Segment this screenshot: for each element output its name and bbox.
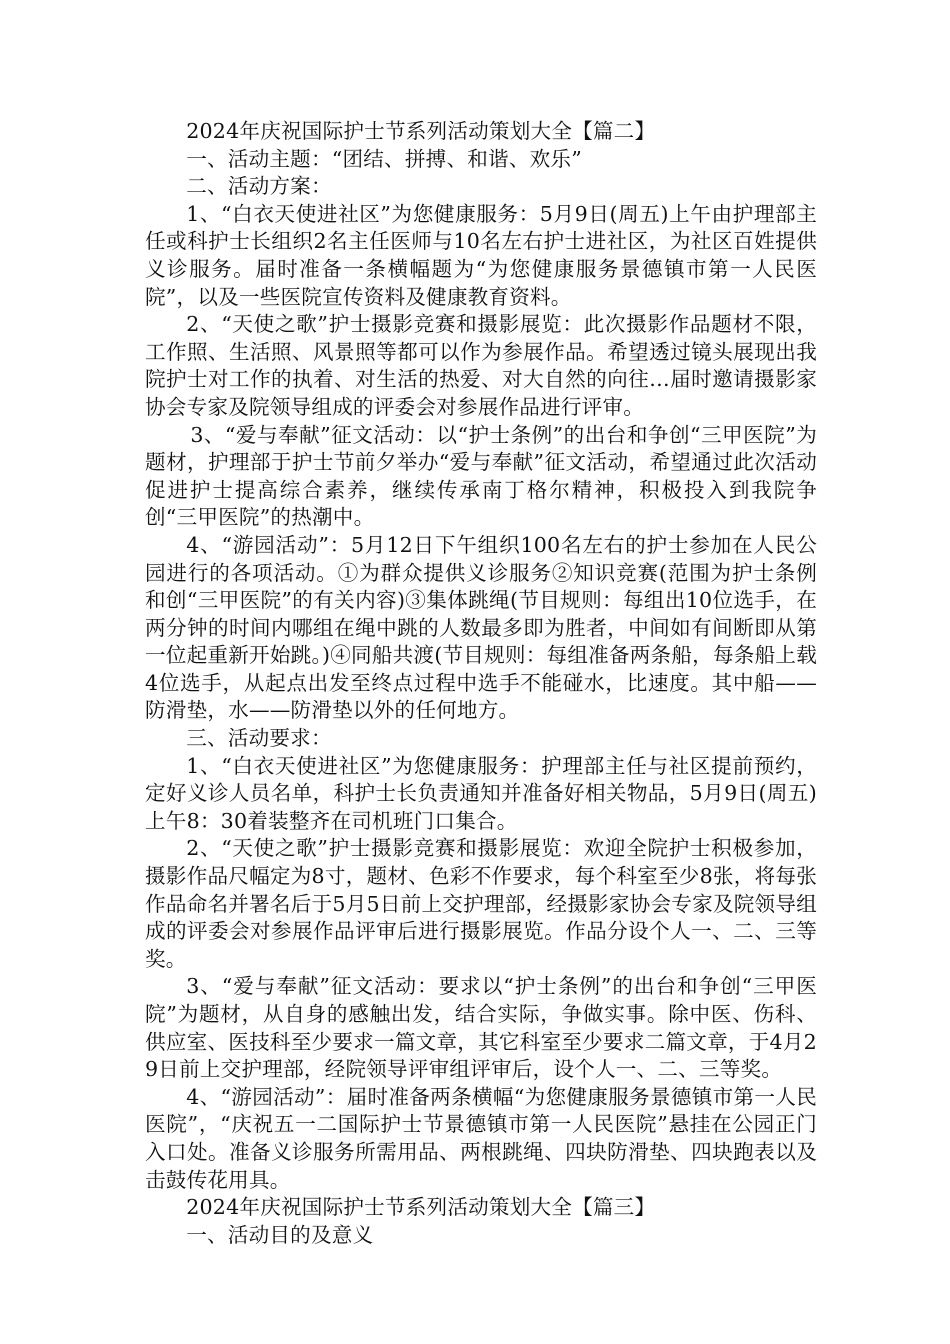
requirement-item-garden-party: 4、“游园活动”：届时准备两条横幅“为您健康服务景德镇市第一人民医院”，“庆祝五一二国际护士节景德镇市第一人民医院”悬挂在公园正门入口处。准备义诊服务所需用品、两根跳绳、四块防滑垫、四块跑表以及击鼓传花用具。 [145, 1084, 817, 1192]
requirement-item-essay-contest: 3、“爱与奉献”征文活动：要求以“护士条例”的出台和争创“三甲医院”为题材，从自身的感触出发，结合实际，争做实事。除中医、伤科、供应室、医技科至少要求一篇文章，其它科室至少要求二篇文章，于4月29日前上交护理部，经院领导评审组评审后，设个人一、二、三等奖。 [145, 974, 817, 1082]
requirement-item-photography-contest: 2、“天使之歌”护士摄影竞赛和摄影展览：欢迎全院护士积极参加，摄影作品尺幅定为8寸，题材、色彩不作要求，每个科室至少8张，将每张作品命名并署名后于5月5日前上交护理部，经摄影家协会专家及院领导组成的评委会对参展作品评审后进行摄影展览。作品分设个人一、二、三等奖。 [145, 836, 817, 971]
plan-item-garden-party: 4、“游园活动”：5月12日下午组织100名左右的护士参加在人民公园进行的各项活动。①为群众提供义诊服务②知识竞赛(范围为护士条例和创“三甲医院”的有关内容)③集体跳绳(节目规则：每组出10位选手，在两分钟的时间内哪组在绳中跳的人数最多即为胜者，中间如有间断即从第一位起重新开始跳。)④同船共渡(节目规则：每组准备两条船，每条船上载4位选手，从起点出发至终点过程中选手不能碰水，比速度。其中船——防滑垫，水——防滑垫以外的任何地方。 [145, 532, 817, 723]
plan-item-community-service: 1、“白衣天使进社区”为您健康服务：5月9日(周五)上午由护理部主任或科护士长组织2名主任医师与10名左右护士进社区，为社区百姓提供义诊服务。届时准备一条横幅题为“为您健康服务景德镇市第一人民医院”，以及一些医院宣传资料及健康教育资料。 [145, 201, 817, 309]
activity-theme-heading: 一、活动主题：“团结、拼搏、和谐、欢乐” [186, 146, 582, 171]
plan-item-essay-contest: 3、“爱与奉献”征文活动：以“护士条例”的出台和争创“三甲医院”为题材，护理部于护士节前夕举办“爱与奉献”征文活动，希望通过此次活动促进护士提高综合素养，继续传承南丁格尔精神，积极投入到我院争创“三甲医院”的热潮中。 [145, 422, 817, 530]
section-heading-part-two: 2024年庆祝国际护士节系列活动策划大全【篇二】 [186, 119, 656, 143]
plan-item-photography-contest: 2、“天使之歌”护士摄影竞赛和摄影展览：此次摄影作品题材不限，工作照、生活照、风景照等都可以作为参展作品。希望透过镜头展现出我院护士对工作的执着、对生活的热爱、对大自然的向往…届时邀请摄影家协会专家及院领导组成的评委会对参展作品进行评审。 [145, 312, 817, 419]
purpose-heading: 一、活动目的及意义 [186, 1222, 374, 1247]
section-heading-part-three: 2024年庆祝国际护士节系列活动策划大全【篇三】 [186, 1195, 656, 1220]
activity-requirements-heading: 三、活动要求： [186, 726, 332, 751]
activity-plan-heading: 二、活动方案： [186, 174, 332, 199]
requirement-item-community-service: 1、“白衣天使进社区”为您健康服务：护理部主任与社区提前预约，定好义诊人员名单，科护士长负责通知并准备好相关物品，5月9日(周五)上午8：30着装整齐在司机班门口集合。 [145, 753, 817, 833]
document-page [145, 118, 817, 1249]
